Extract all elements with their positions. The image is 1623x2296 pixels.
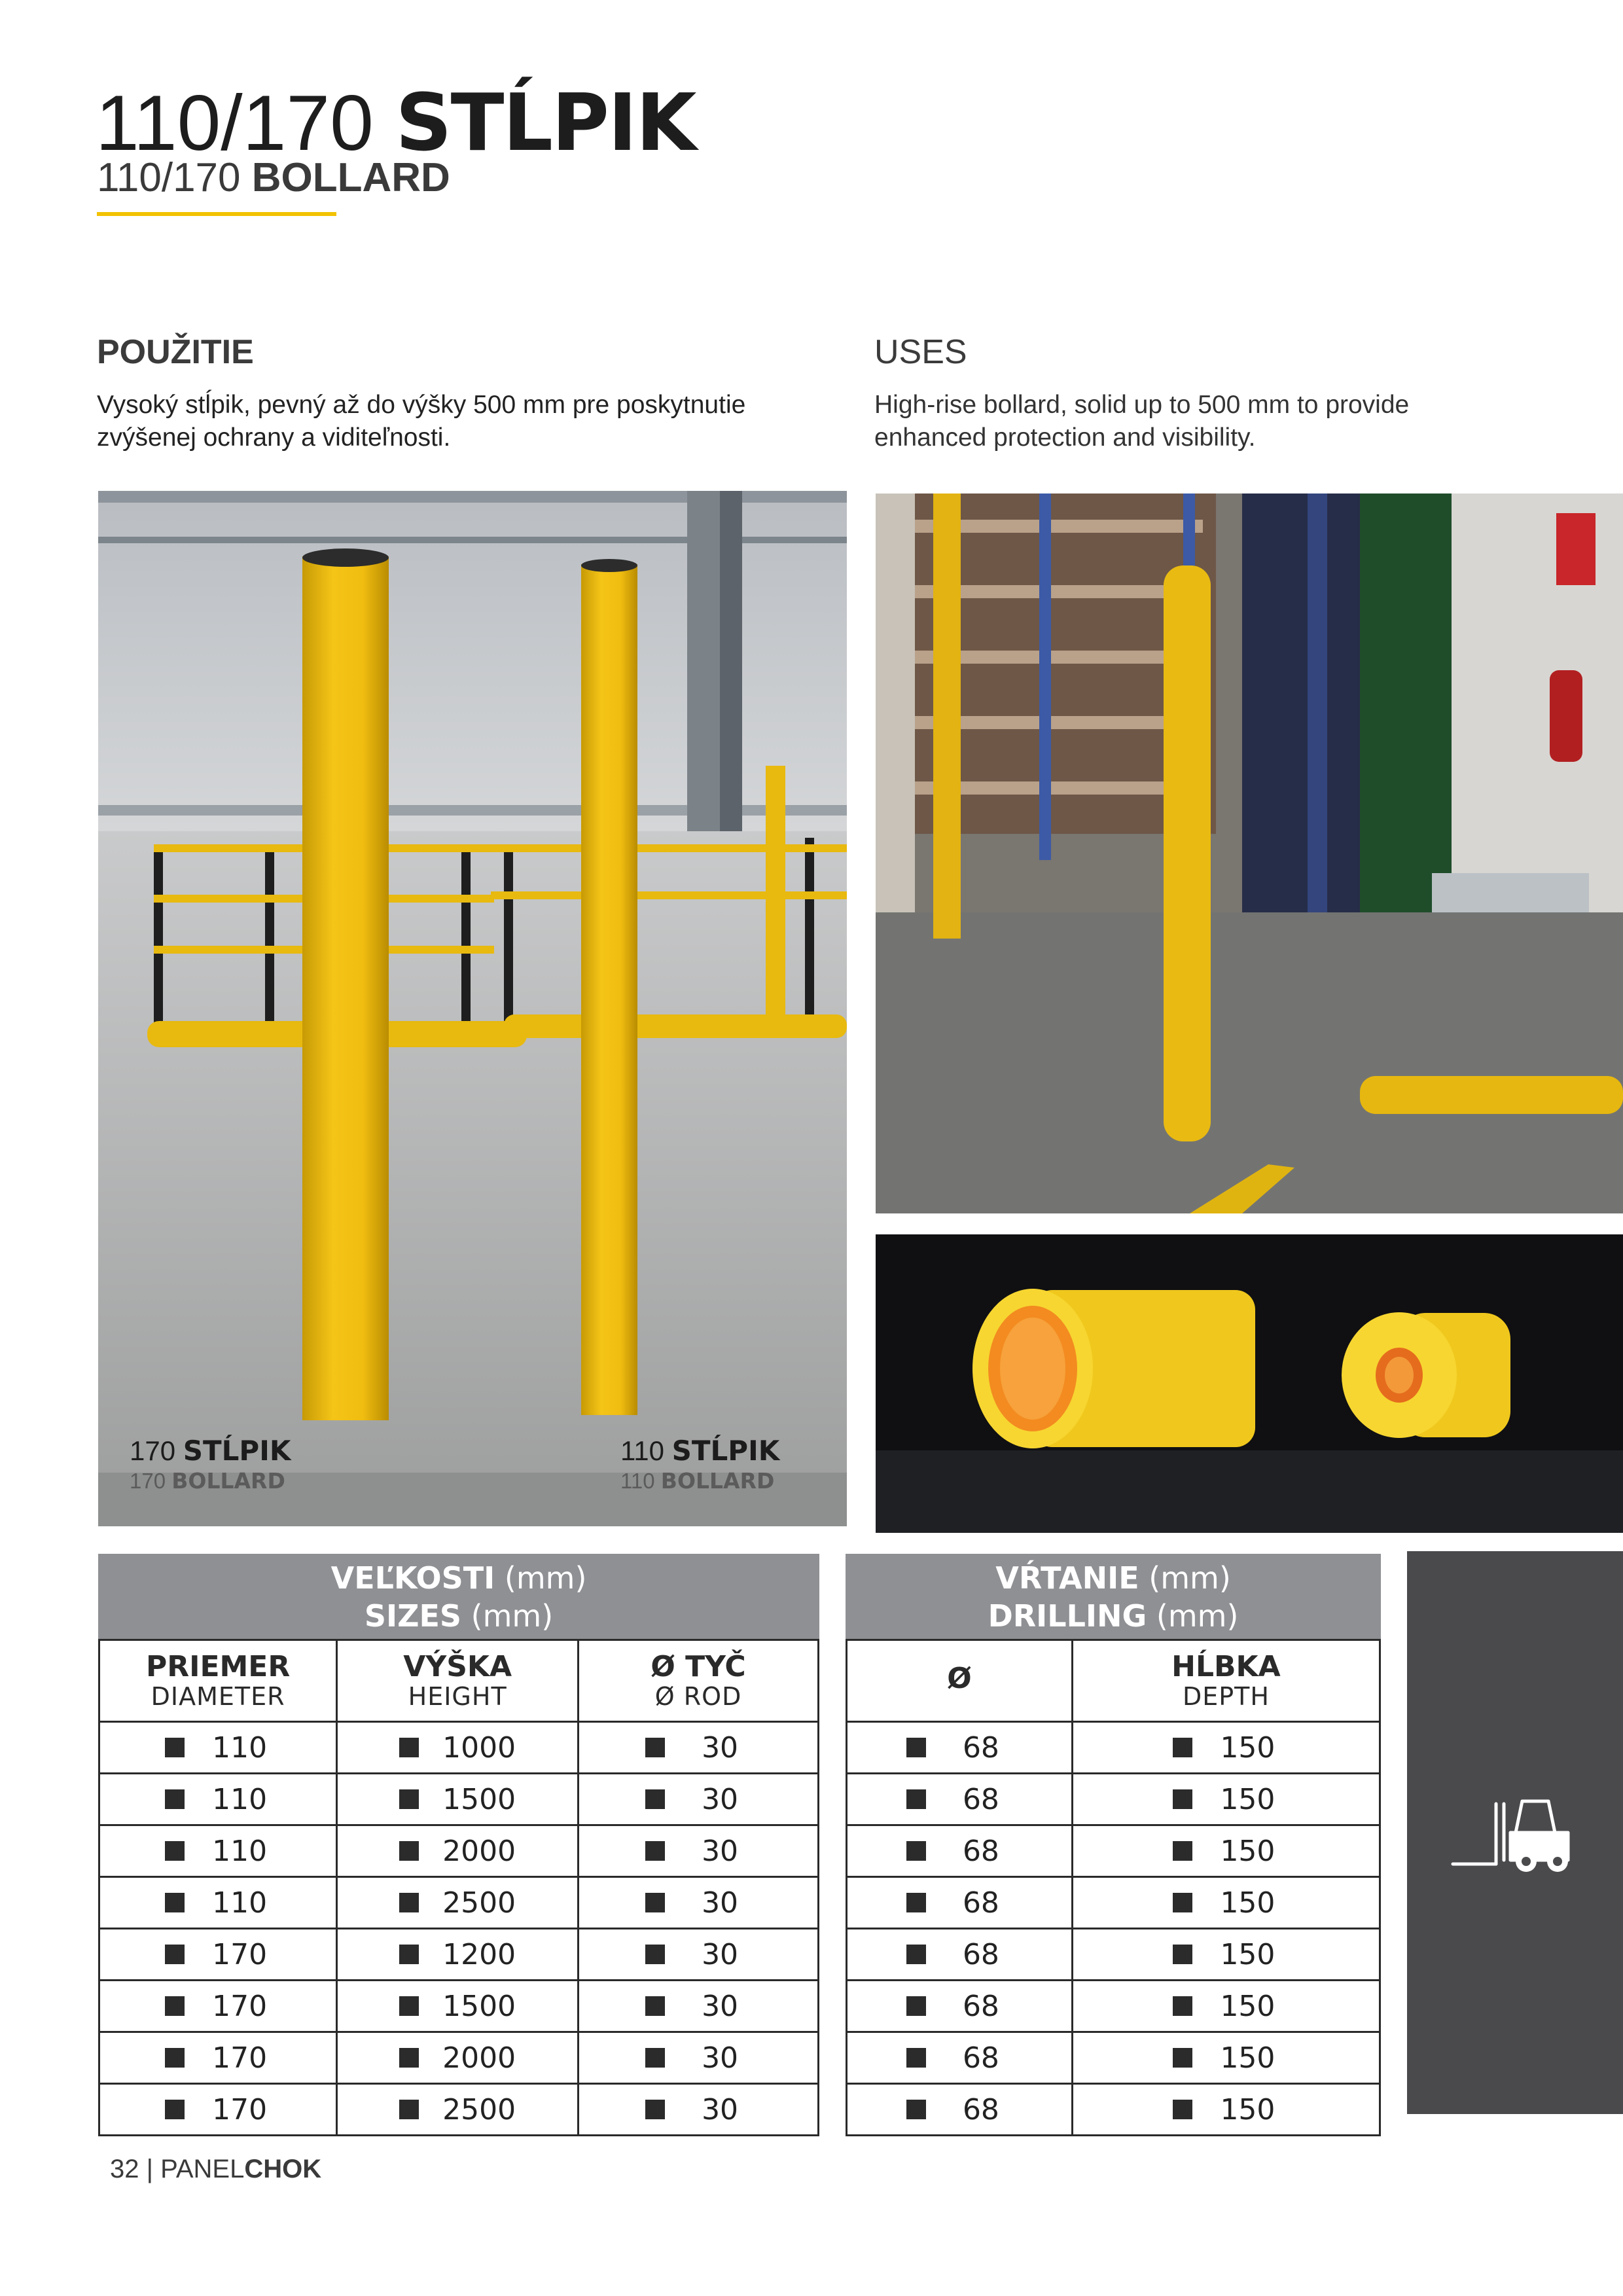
checkbox-square-icon <box>645 2100 665 2119</box>
title-number: 110/170 <box>96 79 374 167</box>
caption-170-en <box>130 1469 285 1494</box>
checkbox-square-icon <box>399 2100 419 2119</box>
caption-170-name: STĹPIK <box>183 1435 291 1467</box>
drilling-unit-en: (mm) <box>1156 1598 1239 1634</box>
drilling-value: 150 <box>1220 2092 1275 2126</box>
sizes-cell <box>99 1877 337 1929</box>
uses-text-sk-line1: Vysoký stĺpik, pevný až do výšky 500 mm pre poskytnutie <box>97 391 746 419</box>
sizes-cell <box>99 1825 337 1877</box>
checkbox-square-icon <box>906 1789 926 1809</box>
sizes-cell-content <box>579 1731 817 1765</box>
forklift-icon <box>1440 1787 1584 1878</box>
drilling-row <box>847 1929 1380 1981</box>
drilling-row <box>847 1825 1380 1877</box>
sizes-value: 110 <box>212 1886 268 1920</box>
sizes-row <box>99 1722 819 1774</box>
sizes-value: 30 <box>702 1731 739 1765</box>
drilling-value: 68 <box>962 1989 999 2023</box>
col-height-en: HEIGHT <box>408 1682 507 1711</box>
sizes-row <box>99 1877 819 1929</box>
sizes-value: 110 <box>212 1782 268 1816</box>
sizes-cell-content <box>579 1835 817 1868</box>
sizes-row <box>99 1825 819 1877</box>
sizes-cell <box>579 1722 819 1774</box>
drilling-value: 68 <box>962 1782 999 1816</box>
checkbox-square-icon <box>399 1789 419 1809</box>
sizes-title-en-line <box>98 1597 819 1635</box>
drilling-row <box>847 1774 1380 1825</box>
checkbox-square-icon <box>399 1738 419 1757</box>
uses-heading-en: USES <box>874 333 967 371</box>
checkbox-square-icon <box>165 1841 185 1861</box>
sizes-value: 170 <box>212 2092 268 2126</box>
caption-170-num: 170 <box>130 1435 176 1466</box>
col-rod-en: Ø ROD <box>654 1682 742 1711</box>
sizes-cell <box>337 1774 579 1825</box>
sizes-cell <box>337 1877 579 1929</box>
drilling-table <box>846 1639 1381 2136</box>
sizes-cell-content <box>579 1783 817 1816</box>
page-number: 32 <box>110 2155 139 2183</box>
sizes-value: 170 <box>212 1937 268 1971</box>
checkbox-square-icon <box>645 1789 665 1809</box>
checkbox-square-icon <box>399 2048 419 2068</box>
sizes-value: 2500 <box>442 1886 516 1920</box>
caption-110-sk <box>620 1436 779 1466</box>
checkbox-square-icon <box>165 1945 185 1964</box>
sizes-cell-content <box>579 2093 817 2126</box>
drilling-value: 68 <box>962 1886 999 1920</box>
drilling-value: 68 <box>962 1731 999 1765</box>
drilling-cell-content <box>847 1835 1071 1868</box>
checkbox-square-icon <box>906 2100 926 2119</box>
drilling-cell <box>1072 2032 1380 2084</box>
checkbox-square-icon <box>1173 2100 1192 2119</box>
sizes-table-header <box>98 1554 819 1639</box>
footer-separator: | <box>146 2155 154 2183</box>
checkbox-square-icon <box>1173 1945 1192 1964</box>
drilling-title-en: DRILLING <box>988 1598 1147 1634</box>
sizes-row <box>99 1929 819 1981</box>
checkbox-square-icon <box>645 1945 665 1964</box>
sizes-cell-content <box>579 2041 817 2075</box>
sizes-cell <box>99 2084 337 2136</box>
uses-text-sk <box>97 389 843 454</box>
sizes-value: 2500 <box>442 2092 516 2126</box>
sizes-cell <box>579 2084 819 2136</box>
col-diameter-sk: PRIEMER <box>145 1650 291 1683</box>
uses-text-en <box>874 389 1594 454</box>
checkbox-square-icon <box>1173 1738 1192 1757</box>
sizes-cell <box>579 1929 819 1981</box>
sizes-cell <box>579 2032 819 2084</box>
subtitle-name: BOLLARD <box>251 155 450 200</box>
sizes-cell-content <box>338 1731 577 1765</box>
drilling-title-sk-line <box>846 1554 1381 1597</box>
sizes-cell <box>579 1981 819 2032</box>
drilling-value: 150 <box>1220 1937 1275 1971</box>
title-underline <box>97 212 336 216</box>
sizes-cell-content <box>338 2093 577 2126</box>
sizes-value: 1200 <box>442 1937 516 1971</box>
col-height <box>337 1640 579 1722</box>
checkbox-square-icon <box>399 1996 419 2016</box>
drilling-value: 150 <box>1220 1834 1275 1868</box>
drilling-cell <box>1072 1981 1380 2032</box>
sizes-title-en: SIZES <box>364 1598 461 1634</box>
drilling-cell <box>847 2032 1073 2084</box>
sizes-value: 30 <box>702 1886 739 1920</box>
drilling-cell-content <box>847 1783 1071 1816</box>
drilling-cell-content <box>847 1886 1071 1920</box>
drilling-value: 150 <box>1220 2041 1275 2075</box>
drilling-cell-content <box>1073 1835 1379 1868</box>
sizes-cell-content <box>338 1886 577 1920</box>
sizes-unit-en: (mm) <box>471 1598 554 1634</box>
sizes-value: 1000 <box>442 1731 516 1765</box>
sizes-cell <box>579 1877 819 1929</box>
checkbox-square-icon <box>399 1893 419 1912</box>
caption-110-sub-num: 110 <box>620 1469 655 1493</box>
sizes-value: 2000 <box>442 1834 516 1868</box>
col-depth-en: DEPTH <box>1182 1682 1270 1711</box>
sizes-cell <box>99 1722 337 1774</box>
sizes-cell <box>337 1981 579 2032</box>
caption-110-en <box>620 1469 774 1494</box>
sizes-value: 30 <box>702 1989 739 2023</box>
checkbox-square-icon <box>906 1893 926 1912</box>
drilling-cell <box>1072 1929 1380 1981</box>
drilling-value: 68 <box>962 1834 999 1868</box>
sizes-value: 1500 <box>442 1782 516 1816</box>
drilling-unit-sk: (mm) <box>1149 1560 1231 1596</box>
sizes-value: 30 <box>702 1937 739 1971</box>
checkbox-square-icon <box>165 1996 185 2016</box>
title-name: STĹPIK <box>395 78 696 169</box>
sizes-value: 30 <box>702 1782 739 1816</box>
sizes-cell <box>337 1825 579 1877</box>
sizes-cell-content <box>100 1731 336 1765</box>
drilling-row <box>847 1722 1380 1774</box>
sizes-cell-content <box>579 1886 817 1920</box>
sizes-cell <box>337 1722 579 1774</box>
sizes-cell-content <box>100 1835 336 1868</box>
sizes-cell <box>99 1981 337 2032</box>
sizes-value: 110 <box>212 1731 268 1765</box>
sizes-value: 30 <box>702 2041 739 2075</box>
checkbox-square-icon <box>645 2048 665 2068</box>
uses-text-en-line2: enhanced protection and visibility. <box>874 423 1256 452</box>
drilling-cell <box>1072 1877 1380 1929</box>
drilling-cell <box>847 2084 1073 2136</box>
caption-170-sub-num: 170 <box>130 1469 166 1493</box>
drilling-value: 68 <box>962 2041 999 2075</box>
sizes-cell-content <box>100 2093 336 2126</box>
sizes-row <box>99 1774 819 1825</box>
caption-110-sub-name: BOLLARD <box>660 1468 775 1494</box>
sizes-cell <box>337 2032 579 2084</box>
drilling-cell-content <box>1073 1990 1379 2023</box>
drilling-row <box>847 1981 1380 2032</box>
page-subtitle <box>97 154 450 202</box>
drilling-cell-content <box>1073 1886 1379 1920</box>
caption-170-sub-name: BOLLARD <box>171 1468 285 1494</box>
checkbox-square-icon <box>399 1841 419 1861</box>
drilling-value: 150 <box>1220 1782 1275 1816</box>
checkbox-square-icon <box>1173 2048 1192 2068</box>
sizes-title-sk-line <box>98 1554 819 1597</box>
checkbox-square-icon <box>165 1893 185 1912</box>
caption-170-sk <box>130 1436 291 1466</box>
col-height-sk: VÝŠKA <box>403 1650 512 1683</box>
drilling-cell-content <box>1073 1731 1379 1765</box>
sizes-value: 30 <box>702 2092 739 2126</box>
sizes-row <box>99 1981 819 2032</box>
checkbox-square-icon <box>906 1996 926 2016</box>
checkbox-square-icon <box>1173 1841 1192 1861</box>
sizes-row <box>99 2032 819 2084</box>
brand-panel: PANEL <box>160 2155 245 2183</box>
sizes-cell <box>337 1929 579 1981</box>
checkbox-square-icon <box>165 1789 185 1809</box>
sizes-value: 2000 <box>442 2041 516 2075</box>
sizes-cell-content <box>338 2041 577 2075</box>
drilling-value: 150 <box>1220 1989 1275 2023</box>
drilling-cell <box>1072 1825 1380 1877</box>
drilling-cell-content <box>847 2093 1071 2126</box>
sizes-cell <box>337 2084 579 2136</box>
drilling-cell-content <box>847 1990 1071 2023</box>
sizes-cell <box>579 1825 819 1877</box>
uses-text-en-line1: High-rise bollard, solid up to 500 mm to provide <box>874 391 1410 419</box>
bollards-warehouse-photo <box>98 491 847 1526</box>
drilling-cell <box>847 1981 1073 2032</box>
sizes-title-sk: VEĽKOSTI <box>330 1560 495 1596</box>
col-diameter <box>99 1640 337 1722</box>
sizes-value: 170 <box>212 2041 268 2075</box>
checkbox-square-icon <box>399 1945 419 1964</box>
sizes-value: 110 <box>212 1834 268 1868</box>
checkbox-square-icon <box>906 1841 926 1861</box>
sizes-cell-content <box>338 1938 577 1971</box>
sizes-cell-content <box>338 1990 577 2023</box>
subtitle-number: 110/170 <box>97 155 241 200</box>
col-drill-diameter-symbol: Ø <box>947 1662 972 1695</box>
checkbox-square-icon <box>165 2100 185 2119</box>
drilling-cell-content <box>1073 1938 1379 1971</box>
col-depth-sk: HĹBKA <box>1171 1650 1281 1683</box>
sizes-cell <box>99 1929 337 1981</box>
drilling-table-header <box>846 1554 1381 1639</box>
drilling-row <box>847 1877 1380 1929</box>
sizes-row <box>99 2084 819 2136</box>
drilling-cell <box>847 1825 1073 1877</box>
drilling-cell <box>847 1877 1073 1929</box>
page-footer <box>110 2153 321 2185</box>
drilling-cell-content <box>847 2041 1071 2075</box>
drilling-cell <box>1072 1774 1380 1825</box>
checkbox-square-icon <box>906 2048 926 2068</box>
bollard-racking-photo <box>876 493 1623 1213</box>
drilling-cell <box>847 1929 1073 1981</box>
sizes-cell <box>579 1774 819 1825</box>
sizes-cell-content <box>100 1886 336 1920</box>
sizes-cell-content <box>100 1783 336 1816</box>
checkbox-square-icon <box>1173 1789 1192 1809</box>
sizes-value: 170 <box>212 1989 268 2023</box>
sizes-cell-content <box>579 1990 817 2023</box>
checkbox-square-icon <box>906 1738 926 1757</box>
drilling-cell-content <box>847 1731 1071 1765</box>
brand-chok: CHOK <box>244 2155 322 2183</box>
drilling-cell <box>1072 2084 1380 2136</box>
drilling-cell <box>847 1722 1073 1774</box>
sizes-unit-sk: (mm) <box>504 1560 587 1596</box>
drilling-value: 150 <box>1220 1886 1275 1920</box>
sizes-value: 1500 <box>442 1989 516 2023</box>
col-depth <box>1072 1640 1380 1722</box>
drilling-title-sk: VŔTANIE <box>995 1560 1139 1596</box>
drilling-cell <box>847 1774 1073 1825</box>
drilling-value: 68 <box>962 2092 999 2126</box>
sizes-value: 30 <box>702 1834 739 1868</box>
sizes-cell <box>99 2032 337 2084</box>
checkbox-square-icon <box>165 2048 185 2068</box>
sizes-column-headers <box>99 1640 819 1722</box>
caption-110-num: 110 <box>620 1435 664 1466</box>
col-diameter-en: DIAMETER <box>151 1682 285 1711</box>
sizes-cell-content <box>100 1990 336 2023</box>
drilling-row <box>847 2084 1380 2136</box>
checkbox-square-icon <box>906 1945 926 1964</box>
sizes-cell-content <box>338 1783 577 1816</box>
drilling-column-headers <box>847 1640 1380 1722</box>
drilling-cell <box>1072 1722 1380 1774</box>
uses-heading-sk: POUŽITIE <box>97 333 254 371</box>
drilling-value: 150 <box>1220 1731 1275 1765</box>
checkbox-square-icon <box>645 1738 665 1757</box>
drilling-cell-content <box>847 1938 1071 1971</box>
category-side-panel <box>1407 1551 1623 2114</box>
col-rod <box>579 1640 819 1722</box>
drilling-cell-content <box>1073 2093 1379 2126</box>
drilling-cell-content <box>1073 2041 1379 2075</box>
drilling-title-en-line <box>846 1597 1381 1635</box>
caption-110-name: STĹPIK <box>671 1435 780 1467</box>
checkbox-square-icon <box>165 1738 185 1757</box>
checkbox-square-icon <box>645 1841 665 1861</box>
drilling-value: 68 <box>962 1937 999 1971</box>
drilling-row <box>847 2032 1380 2084</box>
sizes-cell-content <box>100 2041 336 2075</box>
checkbox-square-icon <box>645 1996 665 2016</box>
drilling-cell-content <box>1073 1783 1379 1816</box>
col-drill-diameter <box>847 1640 1073 1722</box>
checkbox-square-icon <box>645 1893 665 1912</box>
sizes-table <box>98 1639 819 2136</box>
sizes-cell <box>99 1774 337 1825</box>
checkbox-square-icon <box>1173 1893 1192 1912</box>
checkbox-square-icon <box>1173 1996 1192 2016</box>
sizes-cell-content <box>579 1938 817 1971</box>
sizes-cell-content <box>338 1835 577 1868</box>
sizes-cell-content <box>100 1938 336 1971</box>
col-rod-sk: Ø TYČ <box>651 1650 746 1683</box>
bollard-tubes-photo <box>876 1234 1623 1533</box>
uses-text-sk-line2: zvýšenej ochrany a viditeľnosti. <box>97 423 451 452</box>
